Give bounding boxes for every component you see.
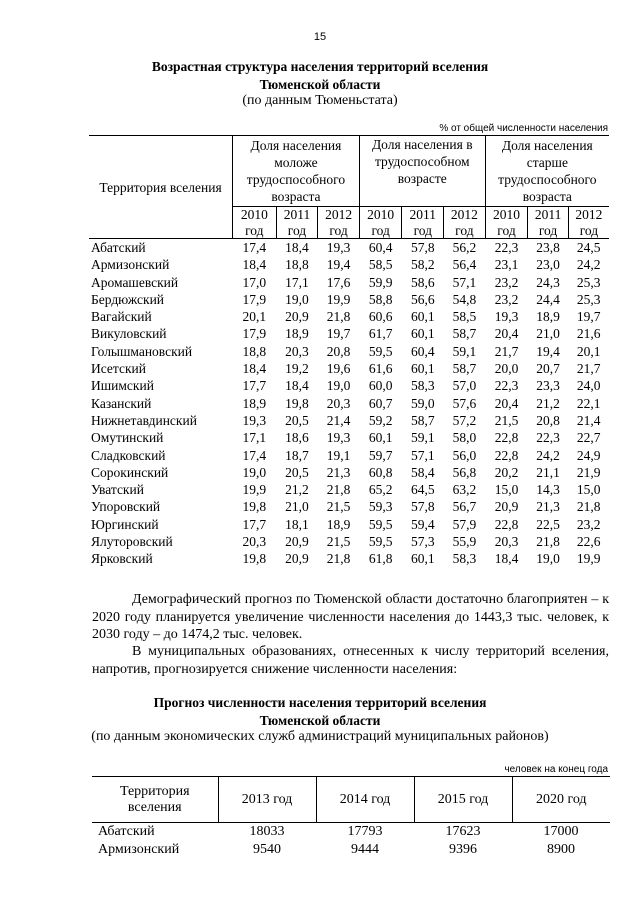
table-cell: 9396: [449, 842, 477, 857]
territory-name: Абатский: [98, 824, 155, 839]
table1-unit: % от общей численности населения: [439, 123, 608, 134]
table-cell: 60,0: [368, 378, 393, 394]
paragraph-decline: В муниципальных образованиях, отнесенных к числу территорий вселения, напротив, прогнозируется снижение численности населения:: [92, 644, 609, 677]
table-cell: 58,6: [410, 274, 435, 290]
table-cell: 54,8: [452, 291, 477, 307]
territory-name: Уватский: [91, 482, 144, 498]
table-cell: 20,1: [576, 343, 601, 359]
table-cell: 21,7: [494, 343, 519, 359]
table-cell: 22,3: [494, 240, 519, 255]
table-row: [92, 823, 610, 842]
paragraph-forecast: Демографический прогноз по Тюменской области достаточно благоприятен – к 2020 году планируется увеличение численности населения до 1443,3 тыс. человек, к 2030 году – до 1474,2 тыс. человек.: [92, 592, 609, 642]
table-cell: 59,5: [368, 343, 393, 359]
table-cell: 18,4: [285, 240, 309, 255]
table-cell: 61,7: [368, 326, 393, 342]
table-cell: 60,1: [410, 326, 435, 342]
table-row: [89, 464, 609, 481]
table-cell: 19,6: [326, 361, 351, 377]
table-cell: 25,3: [576, 291, 601, 307]
table1-source: (по данным Тюменьстата): [242, 93, 398, 108]
table-row: [89, 550, 609, 567]
table-cell: 19,4: [326, 257, 351, 273]
table-cell: 21,2: [536, 395, 560, 411]
table-cell: 21,3: [326, 464, 351, 480]
population-forecast-table: [92, 776, 610, 859]
table-cell: 17,6: [326, 274, 351, 290]
table-cell: 21,2: [285, 482, 309, 498]
table-cell: 56,4: [452, 257, 477, 273]
table-cell: 59,7: [368, 447, 393, 463]
table-row: [89, 498, 609, 515]
table-cell: 17,9: [242, 291, 267, 307]
table-cell: 20,8: [536, 412, 560, 428]
territory-name: Сладковский: [91, 447, 166, 463]
table-cell: 56,8: [452, 464, 477, 480]
table-cell: 59,1: [452, 343, 477, 359]
territory-name: Ярковский: [91, 551, 153, 567]
territory-name: Вагайский: [91, 309, 152, 325]
table-cell: 19,7: [326, 326, 351, 342]
territory-name: Армизонский: [98, 842, 180, 857]
table-cell: 21,4: [576, 412, 601, 428]
table-cell: 20,3: [285, 343, 309, 359]
header-year: 2011 год: [276, 207, 318, 239]
table-cell: 18,6: [285, 430, 309, 446]
table-row: [89, 239, 609, 257]
header-year: 2011 год: [528, 207, 569, 239]
table-cell: 20,4: [494, 395, 519, 411]
table-cell: 24,3: [536, 274, 560, 290]
table-cell: 64,5: [410, 482, 435, 498]
header-year: 2012 год: [318, 207, 360, 239]
table-cell: 59,5: [368, 516, 393, 532]
table-cell: 24,9: [576, 447, 601, 463]
page-number: 15: [313, 31, 327, 43]
table-row: [89, 343, 609, 360]
table-cell: 56,7: [452, 499, 477, 515]
table-cell: 20,4: [494, 326, 519, 342]
table-cell: 19,3: [326, 240, 351, 255]
table-cell: 58,7: [452, 326, 477, 342]
table-cell: 21,5: [326, 499, 351, 515]
header-group-elderly: Доля населения старше трудоспособного возраста: [485, 136, 609, 207]
table-cell: 23,2: [494, 274, 519, 290]
territory-name: Ялуторовский: [91, 534, 173, 550]
table-cell: 17793: [347, 824, 383, 839]
table-cell: 23,1: [494, 257, 519, 273]
table-cell: 20,1: [242, 309, 267, 325]
table-cell: 56,6: [410, 291, 435, 307]
table-cell: 56,0: [452, 447, 477, 463]
table-cell: 22,3: [536, 430, 560, 446]
table1-title-line1: Возрастная структура населения территорий вселения: [151, 59, 489, 74]
table-cell: 19,3: [494, 309, 519, 325]
table-cell: 18,4: [285, 378, 309, 394]
header-year: 2010 год: [233, 207, 277, 239]
table-cell: 19,0: [536, 551, 560, 567]
table-cell: 20,2: [494, 464, 519, 480]
table-cell: 22,8: [494, 447, 519, 463]
table-cell: 18,9: [242, 395, 267, 411]
territory-name: Омутинский: [91, 430, 164, 446]
header-year: 2011 год: [402, 207, 444, 239]
table-cell: 57,1: [410, 447, 435, 463]
table-cell: 19,9: [242, 482, 267, 498]
table-cell: 63,2: [452, 482, 477, 498]
table-cell: 58,3: [410, 378, 435, 394]
table1-title-line2: Тюменской области: [259, 77, 381, 92]
table-cell: 22,8: [494, 430, 519, 446]
table-cell: 24,4: [536, 291, 560, 307]
table-row: [89, 533, 609, 550]
table-cell: 22,5: [536, 516, 560, 532]
table-cell: 59,9: [368, 274, 393, 290]
table-cell: 15,0: [576, 482, 601, 498]
table-cell: 20,3: [494, 534, 519, 550]
table-cell: 21,8: [536, 534, 560, 550]
table-cell: 57,8: [410, 240, 435, 255]
territory-name: Голышмановский: [91, 343, 193, 359]
table-cell: 21,8: [576, 499, 601, 515]
table-cell: 18,9: [326, 516, 351, 532]
table-cell: 61,6: [368, 361, 393, 377]
table-row: [89, 377, 609, 394]
table-cell: 21,0: [536, 326, 560, 342]
table-cell: 20,9: [285, 534, 309, 550]
header-year: 2015 год: [414, 777, 512, 823]
table-cell: 17,1: [242, 430, 267, 446]
table-cell: 18,9: [285, 326, 309, 342]
table-cell: 59,4: [410, 516, 435, 532]
header-year: 2012 год: [568, 207, 609, 239]
table-cell: 9540: [253, 842, 281, 857]
header-year: 2010 год: [359, 207, 402, 239]
table-row: [89, 256, 609, 273]
table-row: [89, 308, 609, 325]
table-cell: 65,2: [368, 482, 393, 498]
table2-title-line2: Тюменской области: [259, 713, 381, 728]
table-cell: 19,1: [326, 447, 351, 463]
table-cell: 60,1: [410, 361, 435, 377]
table-cell: 21,9: [576, 464, 601, 480]
table-cell: 20,8: [326, 343, 351, 359]
header-year: 2013 год: [218, 777, 316, 823]
age-structure-table: [89, 135, 609, 568]
table-cell: 60,1: [410, 309, 435, 325]
table-cell: 21,6: [576, 326, 601, 342]
header-group-working: Доля населения в трудоспособном возрасте: [359, 136, 485, 207]
table-row: [89, 360, 609, 377]
territory-name: Армизонский: [91, 257, 170, 273]
table-row: [89, 447, 609, 464]
table-cell: 21,0: [285, 499, 309, 515]
table-row: [89, 325, 609, 342]
table-cell: 21,8: [326, 482, 351, 498]
table-cell: 24,2: [536, 447, 560, 463]
table-cell: 23,3: [536, 378, 560, 394]
table-cell: 21,5: [494, 412, 519, 428]
territory-name: Викуловский: [91, 326, 167, 342]
table-row: [89, 412, 609, 429]
table-cell: 17,7: [242, 378, 267, 394]
table-cell: 57,0: [452, 378, 477, 394]
table-cell: 60,4: [410, 343, 435, 359]
table-cell: 61,8: [368, 551, 393, 567]
territory-name: Упоровский: [91, 499, 161, 515]
table-cell: 18,7: [285, 447, 309, 463]
table-cell: 15,0: [494, 482, 519, 498]
table-cell: 58,0: [452, 430, 477, 446]
table-cell: 60,8: [368, 464, 393, 480]
table-cell: 19,8: [285, 395, 309, 411]
table-cell: 21,8: [326, 551, 351, 567]
table-row: [89, 274, 609, 291]
table-cell: 20,5: [285, 464, 309, 480]
table-cell: 17,4: [242, 240, 267, 255]
table-cell: 59,0: [410, 395, 435, 411]
table-cell: 56,2: [452, 240, 477, 255]
table-row: [89, 291, 609, 308]
header-territory: Территория вселения: [92, 777, 218, 823]
table2-source: (по данным экономических служб администраций муниципальных районов): [91, 729, 549, 744]
table-cell: 21,5: [326, 534, 351, 550]
table-cell: 60,6: [368, 309, 393, 325]
header-year: 2014 год: [316, 777, 414, 823]
table-cell: 19,2: [285, 361, 309, 377]
table-cell: 19,3: [326, 430, 351, 446]
territory-name: Ишимский: [91, 378, 154, 394]
table-cell: 18,9: [536, 309, 560, 325]
table-cell: 20,9: [285, 309, 309, 325]
table-cell: 59,1: [410, 430, 435, 446]
table-cell: 17,9: [242, 326, 267, 342]
territory-name: Абатский: [91, 240, 146, 255]
table-cell: 19,4: [536, 343, 560, 359]
table-cell: 21,4: [326, 412, 351, 428]
table-cell: 57,9: [452, 516, 477, 532]
table-cell: 58,5: [368, 257, 393, 273]
table-cell: 24,0: [576, 378, 601, 394]
table-cell: 58,3: [452, 551, 477, 567]
table-cell: 24,2: [576, 257, 601, 273]
table-cell: 23,8: [536, 240, 560, 255]
table-cell: 21,7: [576, 361, 601, 377]
table-cell: 22,6: [576, 534, 601, 550]
table-cell: 55,9: [452, 534, 477, 550]
table-cell: 8900: [547, 842, 575, 857]
header-group-young: Доля населения моложе трудоспособного возраста: [233, 136, 360, 207]
table-cell: 57,6: [452, 395, 477, 411]
table-cell: 18,4: [242, 361, 267, 377]
table-cell: 59,5: [368, 534, 393, 550]
table-cell: 21,1: [536, 464, 560, 480]
table-cell: 17,1: [285, 274, 309, 290]
table2-title-line1: Прогноз численности населения территорий вселения: [153, 695, 487, 710]
table-cell: 19,8: [242, 499, 267, 515]
table-cell: 19,0: [242, 464, 267, 480]
table-cell: 23,2: [576, 516, 601, 532]
table-cell: 60,7: [368, 395, 393, 411]
table-cell: 19,8: [242, 551, 267, 567]
table-cell: 20,5: [285, 412, 309, 428]
table-cell: 59,2: [368, 412, 393, 428]
header-year: 2020 год: [512, 777, 610, 823]
table-cell: 19,7: [576, 309, 601, 325]
table-cell: 22,3: [494, 378, 519, 394]
table-cell: 60,4: [368, 240, 393, 255]
table-cell: 17,4: [242, 447, 267, 463]
table-cell: 23,2: [494, 291, 519, 307]
table-cell: 18,8: [285, 257, 309, 273]
territory-name: Исетский: [91, 361, 146, 377]
table-cell: 20,3: [242, 534, 267, 550]
table-cell: 17623: [445, 824, 481, 839]
table-cell: 25,3: [576, 274, 601, 290]
table-cell: 57,3: [410, 534, 435, 550]
table-cell: 57,2: [452, 412, 477, 428]
header-territory: Территория вселения: [89, 136, 233, 239]
table-cell: 19,9: [576, 551, 601, 567]
table-cell: 57,8: [410, 499, 435, 515]
table-cell: 19,0: [326, 378, 351, 394]
territory-name: Юргинский: [91, 516, 159, 532]
table-cell: 17,7: [242, 516, 267, 532]
table-cell: 19,0: [285, 291, 309, 307]
table-cell: 18,8: [242, 343, 267, 359]
territory-name: Аромашевский: [91, 274, 179, 290]
table-cell: 20,9: [285, 551, 309, 567]
territory-name: Сорокинский: [91, 464, 169, 480]
table-cell: 58,5: [452, 309, 477, 325]
table-cell: 57,1: [452, 274, 477, 290]
territory-name: Казанский: [91, 395, 152, 411]
table-cell: 22,8: [494, 516, 519, 532]
table-cell: 60,1: [368, 430, 393, 446]
table-cell: 17000: [543, 824, 579, 839]
table-cell: 20,7: [536, 361, 560, 377]
territory-name: Бердюжский: [91, 291, 165, 307]
table-cell: 18,1: [285, 516, 309, 532]
table-cell: 58,4: [410, 464, 435, 480]
table-cell: 21,3: [536, 499, 560, 515]
header-year: 2012 год: [444, 207, 486, 239]
table-cell: 22,7: [576, 430, 601, 446]
table-cell: 24,5: [576, 240, 601, 255]
table-cell: 18,4: [494, 551, 519, 567]
table-cell: 59,3: [368, 499, 393, 515]
table-row: [89, 429, 609, 446]
table-cell: 20,9: [494, 499, 519, 515]
table-cell: 20,3: [326, 395, 351, 411]
table-row: [89, 395, 609, 412]
table2-unit: человек на конец года: [504, 764, 608, 775]
table-cell: 58,8: [368, 291, 393, 307]
table-cell: 17,0: [242, 274, 267, 290]
table-cell: 22,1: [576, 395, 601, 411]
table-cell: 9444: [351, 842, 379, 857]
table-cell: 58,7: [410, 412, 435, 428]
table-cell: 20,0: [494, 361, 519, 377]
table-cell: 19,3: [242, 412, 267, 428]
table-cell: 21,8: [326, 309, 351, 325]
table-cell: 14,3: [536, 482, 560, 498]
table-cell: 18033: [249, 824, 285, 839]
header-year: 2010 год: [485, 207, 528, 239]
table-row: [92, 841, 610, 859]
territory-name: Нижнетавдинский: [91, 412, 197, 428]
table-cell: 58,2: [410, 257, 435, 273]
table-row: [89, 516, 609, 533]
table-cell: 19,9: [326, 291, 351, 307]
table-cell: 23,0: [536, 257, 560, 273]
table-cell: 18,4: [242, 257, 267, 273]
table-cell: 60,1: [410, 551, 435, 567]
table-cell: 58,7: [452, 361, 477, 377]
table-row: [89, 481, 609, 498]
